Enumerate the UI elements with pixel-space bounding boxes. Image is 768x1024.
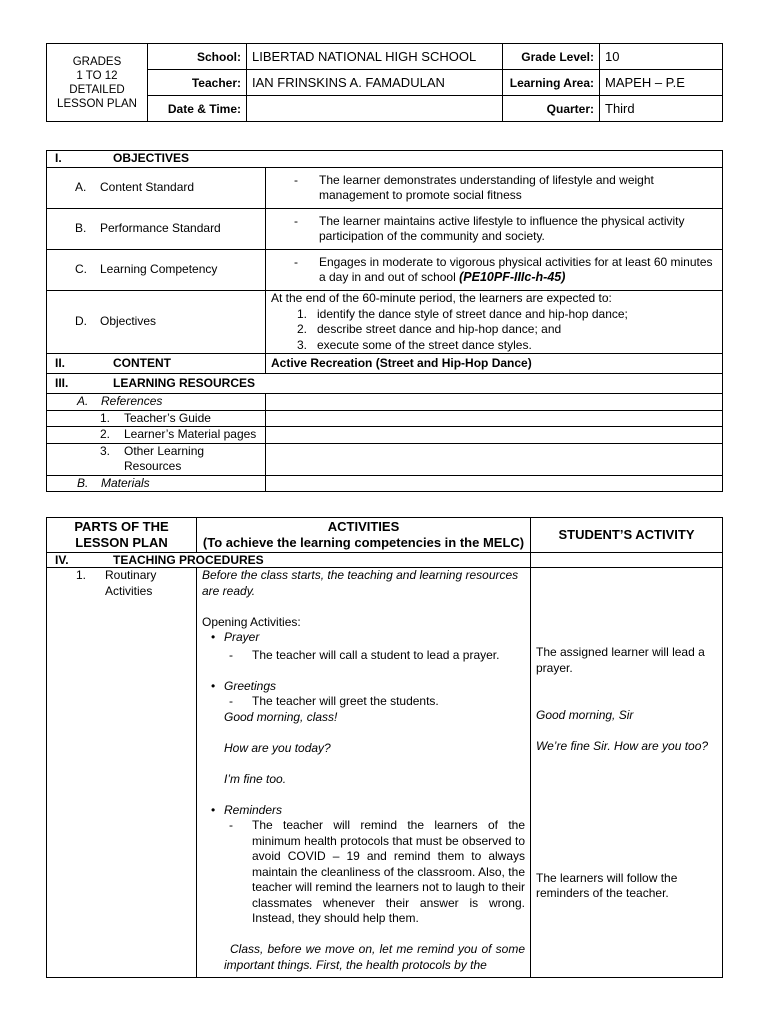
objectives-list [271, 307, 717, 354]
greeting-line: I’m fine too. [224, 771, 287, 786]
activities-header-line: ACTIVITIES [327, 519, 400, 534]
learning-competency-text: Engages in moderate to vigorous physical activities for at least 60 minutes a day in and out of school [319, 254, 713, 284]
item-letter: B. [75, 221, 87, 236]
objectives-intro: At the end of the 60-minute period, the learners are expected to: [271, 291, 612, 305]
section-title: OBJECTIVES [113, 151, 190, 166]
item-number: 2. [100, 427, 111, 441]
bullet-marker: • [211, 802, 216, 817]
dash-marker: - [294, 172, 298, 187]
quarter-label: Quarter: [503, 96, 600, 122]
item-text: identify the dance style of street dance and hip-hop dance; [317, 306, 628, 321]
item-letter: D. [75, 314, 87, 329]
grades-line: LESSON PLAN [57, 97, 137, 110]
date-time-value [247, 96, 503, 122]
student-greeting-response: We’re fine Sir. How are you too? [536, 739, 709, 753]
item-text: Learner’s Material pages [124, 427, 257, 441]
performance-standard-value [266, 209, 723, 250]
item-number: 1. [100, 410, 111, 425]
item-text: Other Learning Resources [124, 443, 205, 473]
learning-competency-label [47, 250, 266, 291]
section-title: TEACHING PROCEDURES [113, 553, 264, 567]
empty-cell [266, 427, 723, 444]
section-number: III. [55, 375, 69, 390]
list-item [271, 322, 717, 338]
item-label: References [101, 394, 163, 408]
student-reminders-response: The learners will follow the reminders of the teacher. [536, 870, 678, 900]
grade-level-value: 10 [600, 44, 723, 70]
dash-marker: - [229, 694, 233, 708]
activities-header [197, 518, 531, 553]
item-number: 3. [296, 337, 307, 352]
greetings-text: The teacher will greet the students. [252, 694, 439, 708]
dash-marker: - [294, 213, 298, 228]
parts-header: PARTS OF THE LESSON PLAN [47, 518, 197, 553]
item-text: Teacher’s Guide [124, 410, 211, 425]
item-number: 2. [296, 322, 307, 336]
item-label: Objectives [100, 314, 157, 329]
bullet-marker: • [211, 630, 216, 644]
student-greeting-response: Good morning, Sir [536, 708, 634, 722]
objectives-value [266, 291, 723, 354]
reminders-text: The teacher will remind the learners of the minimum health protocols that must be observed to avoid COVID – 19 and remind them to always maintain the cleanliness of the classroom. Also, the teacher will remind the learners not to laugh to their classmates whenever their answer is wrong. Instead, they should help them. [252, 818, 525, 925]
item-letter: A. [77, 394, 89, 408]
content-standard-label [47, 168, 266, 209]
closing-text: Class, before we move on, let me remind you of some important things. First, the health protocols by the [224, 942, 525, 972]
section-title: CONTENT [113, 355, 171, 370]
objectives-label [47, 291, 266, 354]
grades-line: DETAILED [69, 83, 125, 96]
dash-marker: - [229, 818, 233, 832]
quarter-value: Third [600, 96, 723, 122]
item-label: Learning Competency [100, 262, 218, 277]
date-time-label: Date & Time: [148, 96, 247, 122]
teacher-value: IAN FRINSKINS A. FAMADULAN [247, 70, 503, 96]
item-label: Content Standard [100, 180, 195, 195]
section-number: I. [55, 151, 62, 166]
school-label: School: [148, 44, 247, 70]
greetings-item [202, 679, 525, 695]
reference-item [47, 410, 266, 427]
empty-cell [266, 394, 723, 411]
section-number: II. [55, 355, 66, 370]
opening-label: Opening Activities: [202, 614, 301, 629]
item-letter: A. [75, 180, 87, 195]
item-number: 3. [100, 443, 111, 458]
greeting-line: How are you today? [224, 740, 331, 755]
item-letter: C. [75, 262, 87, 277]
content-value: Active Recreation (Street and Hip-Hop Dance) [266, 354, 723, 374]
prayer-detail [202, 648, 525, 664]
content-standard-value [266, 168, 723, 209]
greetings-title: Greetings [224, 678, 277, 693]
item-label: Performance Standard [100, 221, 221, 236]
part-routinary-activities [47, 568, 197, 978]
list-item [271, 307, 717, 323]
content-standard-text: The learner demonstrates understanding of lifestyle and weight management to promote social fitness [319, 172, 654, 202]
references-label [47, 394, 266, 411]
section-content-heading [47, 354, 266, 374]
teacher-activities [197, 568, 531, 978]
reference-item [47, 427, 266, 444]
performance-standard-text: The learner maintains active lifestyle to influence the physical activity participation of the community and society. [319, 213, 685, 243]
reminders-title: Reminders [224, 802, 283, 817]
item-number: 1. [296, 306, 307, 321]
bullet-marker: • [211, 678, 216, 693]
dash-marker: - [229, 647, 233, 662]
empty-cell [266, 410, 723, 427]
section-procedures-heading [47, 553, 531, 568]
part-number: 1. [76, 568, 87, 582]
grades-label [47, 44, 148, 122]
student-prayer-response: The assigned learner will lead a prayer. [536, 645, 705, 675]
greeting-line: Good morning, class! [224, 709, 338, 724]
objectives-table [46, 150, 723, 492]
greetings-detail [202, 694, 525, 710]
item-label: Materials [101, 475, 150, 490]
performance-standard-label [47, 209, 266, 250]
empty-cell [266, 443, 723, 475]
section-number: IV. [55, 553, 69, 567]
section-title: LEARNING RESOURCES [113, 375, 256, 390]
intro-text: Before the class starts, the teaching and learning resources are ready. [202, 568, 519, 598]
empty-cell [266, 475, 723, 492]
list-item [271, 338, 717, 354]
learning-competency-value [266, 250, 723, 291]
header-table [46, 43, 723, 122]
section-resources-heading [47, 374, 723, 394]
reminders-item [202, 803, 525, 819]
item-text: describe street dance and hip-hop dance; and [317, 322, 562, 336]
dash-marker: - [294, 254, 298, 269]
item-text: execute some of the street dance styles. [317, 337, 532, 352]
grades-line: 1 TO 12 [76, 69, 118, 82]
reminders-detail [202, 818, 525, 927]
teacher-label: Teacher: [148, 70, 247, 96]
activities-header-line: (To achieve the learning competencies in the MELC) [202, 535, 525, 550]
reference-item [47, 443, 266, 475]
prayer-item [202, 630, 525, 646]
section-objectives-heading [47, 151, 723, 168]
student-activity-header: STUDENT’S ACTIVITY [531, 518, 723, 553]
learning-area-value: MAPEH – P.E [600, 70, 723, 96]
learning-area-label: Learning Area: [503, 70, 600, 96]
procedures-table [46, 517, 723, 978]
school-value: LIBERTAD NATIONAL HIGH SCHOOL [247, 44, 503, 70]
competency-code: (PE10PF-IIIc-h-45) [459, 270, 566, 284]
materials-label [47, 475, 266, 492]
item-letter: B. [77, 475, 89, 490]
grade-level-label: Grade Level: [503, 44, 600, 70]
empty-cell [531, 553, 723, 568]
prayer-text: The teacher will call a student to lead a prayer. [252, 647, 500, 662]
part-label: Routinary Activities [105, 568, 157, 598]
student-activities [531, 568, 723, 978]
grades-line: GRADES [72, 55, 122, 68]
prayer-title: Prayer [224, 630, 260, 644]
